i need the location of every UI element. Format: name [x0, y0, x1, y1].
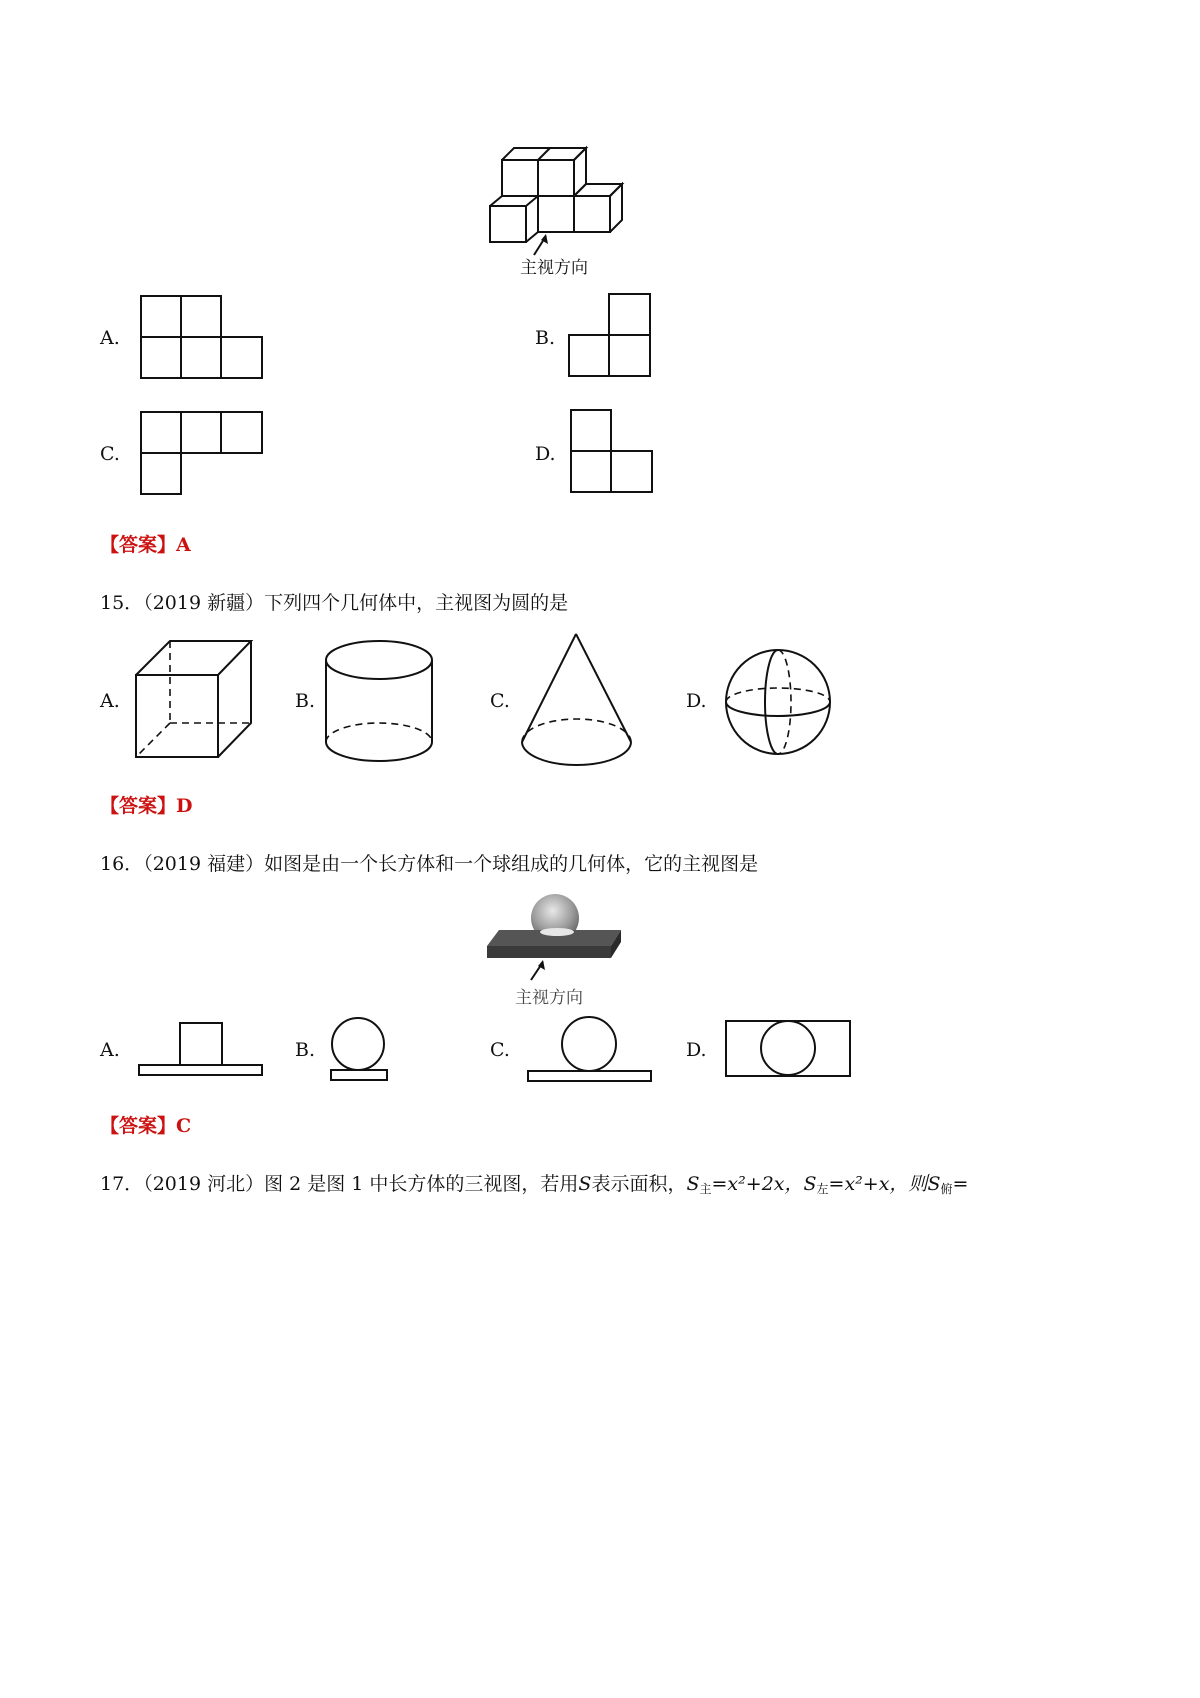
q16-option-c-figure [527, 1015, 655, 1085]
q16-option-d-figure [725, 1020, 855, 1080]
equation-left: =x²+x，则 [828, 1173, 928, 1195]
equation-top: = [952, 1173, 969, 1195]
question-text-mid: 表示面积， [591, 1173, 687, 1195]
q14-option-c-label: C. [100, 443, 120, 465]
answer-label: 【答案】 [100, 1115, 177, 1137]
area-variable: S [927, 1173, 941, 1195]
subscript-main: 主 [699, 1182, 712, 1196]
question-text: （2019 河北）图 2 是图 1 中长方体的三视图，若用 [143, 1173, 579, 1195]
q14-option-a-label: A. [100, 327, 120, 349]
q16-option-b-figure [330, 1015, 390, 1085]
question-number: 17． [100, 1173, 144, 1195]
q14-option-b-figure [568, 293, 653, 378]
question-text: （2019 福建）如图是由一个长方体和一个球组成的几何体，它的主视图是 [143, 853, 759, 875]
q17-question [100, 1169, 968, 1197]
question-text: （2019 新疆）下列四个几何体中，主视图为圆的是 [143, 592, 569, 614]
question-number: 16． [100, 853, 144, 875]
answer-label: 【答案】 [100, 795, 177, 817]
q15-option-d-sphere-figure [724, 646, 834, 758]
q15-answer [100, 791, 193, 818]
answer-label: 【答案】 [100, 534, 177, 556]
equation-main: =x²+2x， [711, 1173, 804, 1195]
q14-view-direction-caption: 主视方向 [520, 258, 588, 278]
q15-option-b-cylinder-figure [325, 640, 435, 765]
area-variable: S [578, 1173, 592, 1195]
q15-option-a-label: A. [100, 690, 120, 712]
q16-option-a-label: A. [100, 1039, 120, 1061]
q15-option-b-label: B. [295, 690, 316, 712]
q16-option-a-figure [138, 1021, 264, 1077]
q14-answer [100, 530, 191, 557]
q16-slab-and-ball-figure [485, 890, 625, 970]
q16-option-c-label: C. [490, 1039, 510, 1061]
answer-value: C [176, 1115, 192, 1137]
area-variable: S [803, 1173, 817, 1195]
q14-cube-stack-figure [480, 140, 640, 260]
q15-option-d-label: D. [686, 690, 707, 712]
q14-option-d-figure [570, 409, 655, 494]
q16-answer [100, 1111, 191, 1138]
q15-option-a-cube-figure [135, 640, 255, 760]
q14-option-a-figure [140, 295, 265, 380]
question-number: 15． [100, 592, 144, 614]
q15-option-c-label: C. [490, 690, 510, 712]
q16-question [100, 849, 758, 876]
q14-option-d-label: D. [535, 443, 556, 465]
q16-view-direction-caption: 主视方向 [515, 988, 583, 1008]
area-variable: S [686, 1173, 700, 1195]
answer-value: D [176, 795, 193, 817]
q14-option-c-figure [140, 411, 265, 496]
q14-option-b-label: B. [535, 327, 556, 349]
q15-question [100, 588, 568, 615]
q16-option-d-label: D. [686, 1039, 707, 1061]
q16-option-b-label: B. [295, 1039, 316, 1061]
subscript-left: 左 [816, 1182, 829, 1196]
subscript-top: 俯 [940, 1182, 953, 1196]
answer-value: A [176, 534, 191, 556]
q15-option-c-cone-figure [520, 632, 635, 772]
